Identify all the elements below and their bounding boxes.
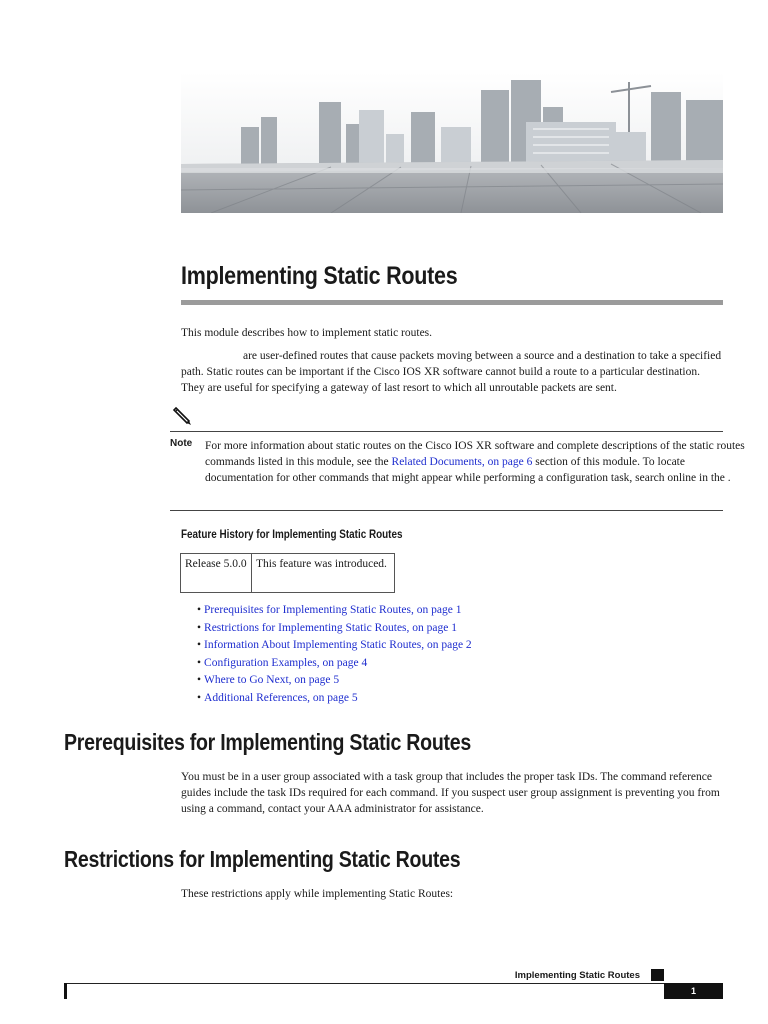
list-item: • Prerequisites for Implementing Static Routes, on page 1 — [197, 604, 462, 616]
list-item: • Where to Go Next, on page 5 — [197, 674, 340, 686]
restrictions-heading: Restrictions for Implementing Static Routes — [64, 846, 461, 872]
note-text — [205, 438, 753, 486]
list-item: • Additional References, on page 5 — [197, 691, 358, 704]
note-top-rule — [170, 431, 723, 432]
footer-running-title: Implementing Static Routes — [514, 970, 640, 981]
chapter-title: Implementing Static Routes — [181, 262, 458, 290]
table-row — [181, 554, 395, 593]
list-item: • Configuration Examples, on page 4 — [197, 656, 368, 669]
note-bottom-rule — [170, 510, 723, 511]
note-label: Note — [170, 438, 193, 449]
restrictions-paragraph: These restrictions apply while implementing Static Routes: — [181, 888, 454, 900]
toc-link-information[interactable]: Information About Implementing Static Routes, on page 2 — [204, 639, 472, 651]
list-item: • Information About Implementing Static Routes, on page 2 — [197, 639, 472, 651]
page-number: 1 — [664, 983, 723, 999]
list-item: • Restrictions for Implementing Static Routes, on page 1 — [197, 621, 457, 634]
release-cell: Release 5.0.0 — [181, 554, 252, 593]
note-text-start: For more information about static routes on the Cisco IOS XR software and complete descriptions of the static routes commands listed in this module, see the — [205, 440, 745, 468]
modification-cell: This feature was introduced. — [252, 554, 395, 593]
prerequisites-heading: Prerequisites for Implementing Static Routes — [64, 729, 472, 755]
footer-tick — [64, 983, 67, 999]
pencil-icon — [170, 404, 194, 428]
toc-link-where-to-go-next[interactable]: Where to Go Next, on page 5 — [204, 674, 340, 686]
toc-link-prerequisites[interactable]: Prerequisites for Implementing Static Routes, on page 1 — [204, 604, 462, 616]
definition-text: are user-defined routes that cause packets moving between a source and a destination to take a specified path. Static routes can be important if the Cisco IOS XR software cannot build a route to a particular destination. They are useful for specifying a gateway of last resort to which all unroutable packets are sent. — [181, 350, 722, 394]
intro-paragraph: This module describes how to implement static routes. — [181, 327, 433, 339]
feature-history-table — [180, 553, 395, 593]
note-text-end: section of this module. To locate documentation for other commands that might appear while performing a configuration task, search online in the . — [205, 456, 731, 484]
footer-rule — [64, 983, 664, 984]
toc-link-additional-references[interactable]: Additional References, on page 5 — [204, 691, 358, 704]
related-documents-link[interactable]: Related Documents, on page 6 — [391, 456, 533, 468]
prerequisites-paragraph: You must be in a user group associated with a task group that includes the proper task IDs. The command reference guides include the task IDs required for each command. If you suspect user group assignment is preventing you from using a command, contact your AAA administrator for assistance. — [181, 771, 720, 815]
toc-link-restrictions[interactable]: Restrictions for Implementing Static Routes, on page 1 — [204, 621, 457, 634]
title-rule — [181, 300, 723, 305]
module-toc — [197, 602, 472, 707]
definition-paragraph — [181, 348, 726, 396]
header-cityscape-image — [181, 72, 723, 213]
feature-history-caption: Feature History for Implementing Static Routes — [181, 529, 403, 541]
footer-marker — [651, 969, 664, 981]
toc-link-configuration-examples[interactable]: Configuration Examples, on page 4 — [204, 656, 368, 669]
